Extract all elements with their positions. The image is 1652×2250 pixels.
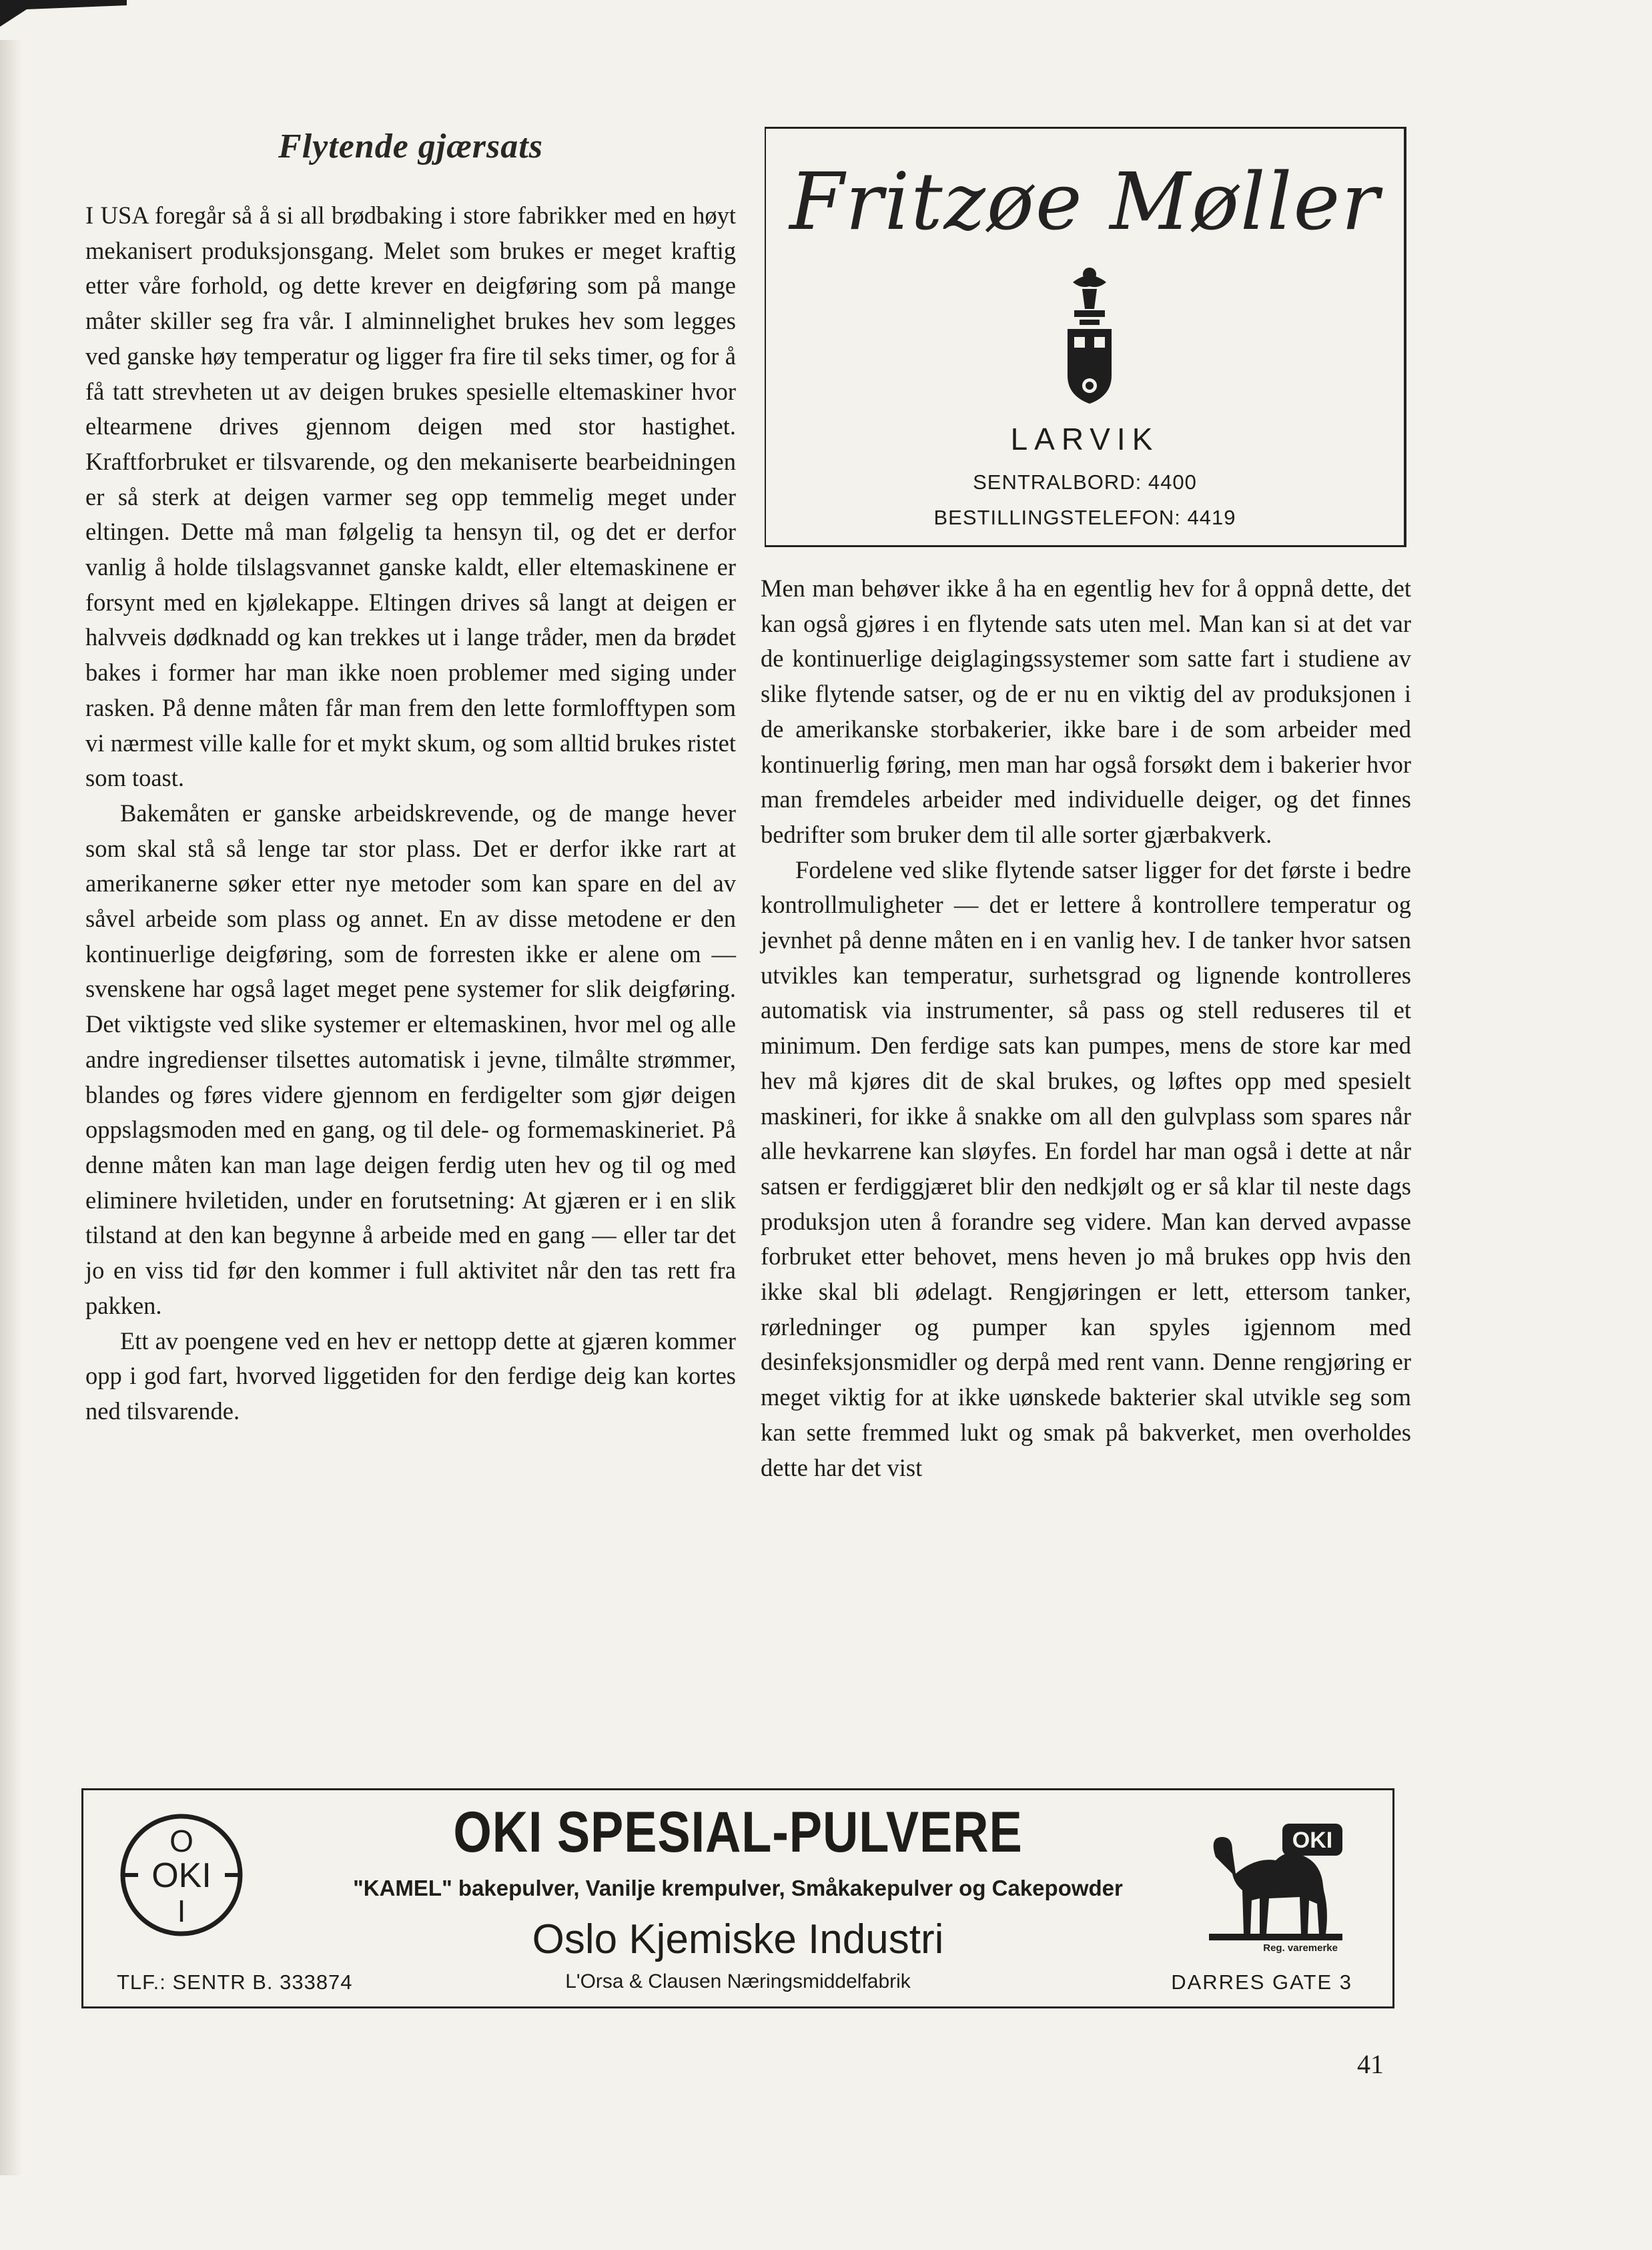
article-right-column xyxy=(761,127,1411,1485)
corner-scan-mark xyxy=(0,0,127,28)
oki-logo-middle: OKI xyxy=(151,1856,212,1895)
fritzoe-moller-advertisement xyxy=(765,127,1406,547)
oki-address: DARRES GATE 3 xyxy=(1171,1970,1352,1994)
binding-shadow xyxy=(0,40,23,2175)
fritzoe-switchboard: SENTRALBORD: 4400 xyxy=(973,470,1197,494)
oki-logo-bottom: I xyxy=(177,1894,186,1928)
right-article-text xyxy=(761,571,1411,1485)
oki-advertisement xyxy=(81,1788,1394,2008)
article-paragraph: I USA foregår så å si all brødbaking i store fabrikker med en høyt mekanisert produksjonsgang. Melet som brukes er meget kraftig etter våre forhold, og dette krever en deigføring som på mange måter skiller seg fra vår. I alminnelighet brukes hev som legges ved ganske høy temperatur og ligger fra fire til seks timer, og for å få tatt strevheten ut av deigen brukes spesielle eltemaskiner hvor eltearmene drives gjennom deigen med stor hastighet. Kraftforbruket er tilsvarende, og den mekaniserte bearbeidningen er så sterk at deigen varmer seg opp temmelig meget under eltingen. Dette må man følgelig ta hensyn til, og det er derfor vanlig å holde tilslagsvannet ganske kaldt, eller eltemaskinene er forsynt med en kjølekappe. Eltingen drives så langt at deigen er halvveis dødknadd og kan trekkes ut i lange tråder, men da brødet bakes i former har man ikke noen problemer med siging under rasken. På denne måten får man frem den lette formlofftypen som vi nærmest ville kalle for et mykt skum, og som alltid brukes ristet som toast. xyxy=(85,202,736,792)
article-left-column xyxy=(85,127,736,1429)
article-paragraph: Fordelene ved slike flytende satser ligger for det første i bedre kontrollmuligheter — det er lettere å kontrollere temperatur og jevnhet på denne måten en i en vanlig hev. I de tanker hvor satsen utvikles kan temperatur, surhetsgrad og lignende kontrolleres automatisk via instrumenter, så pass og stell reduseres til et minimum. Den ferdige sats kan pumpes, mens de store kar med hev må kjøres dit de skal brukes, og løftes opp med spesielt maskineri, for ikke å snakke om all den gulvplass som spares når alle hevkarrene kan sløyfes. En fordel har man også i dette at når satsen er ferdiggjæret blir den nedkjølt og er så klar til neste dags produksjon uten å forandre seg videre. Man kan derved avpasse forbruket etter behovet, mens heven jo må brukes opp hvis den ikke skal bli ødelagt. Rengjøringen er lett, ettersom tanker, rørledninger og pumper kan spyles igjennom med desinfeksjonsmidler og derpå med rent vann. Denne rengjøring er meget viktig for at ikke uønskede bakterier skal utvikle seg som kan sette fremmed lukt og smak på bakverket, men overholdes dette har det vist xyxy=(761,855,1411,1481)
oki-phone: TLF.: SENTR B. 333874 xyxy=(117,1970,353,1994)
oki-logo-top: O xyxy=(169,1824,193,1858)
oki-company: Oslo Kjemiske Industri xyxy=(532,1916,944,1962)
article-paragraph: Bakemåten er ganske arbeidskrevende, og de mange hever som skal stå så lenge tar stor plass. Det er derfor ikke rart at amerikanerne søker etter nye metoder som kan spare en del av såvel arbeide som plass og annet. En av disse metodene er den kontinuerlige deigføring, som de forresten ikke er alene om — svenskene har også laget meget pene systemer for slik deigføring. Det viktigste ved slike systemer er eltemaskinen, hvor mel og alle andre ingredienser tilsettes automatisk i jevne, tilmålte strømmer, blandes og føres videre gjennom en ferdigelter som gjør deigen oppslagsmoden med en gang, og til dele- og formemaskineriet. På denne måten kan man lage deigen ferdig uten hev og til og med eliminere hviletiden, under en forutsetning: At gjæren er i en slik tilstand at den kan begynne å arbeide med en gang — eller tar det jo en viss tid før den kommer i full aktivitet når den tas rett fra pakken. xyxy=(85,799,736,1319)
coat-of-arms-icon xyxy=(1053,262,1126,409)
oki-trademark-note: Reg. varemerke xyxy=(1263,1942,1338,1954)
fritzoe-order-phone: BESTILLINGSTELEFON: 4419 xyxy=(933,506,1236,529)
oki-heading: OKI SPESIAL-PULVERE xyxy=(453,1800,1023,1864)
camel-label: OKI xyxy=(1292,1828,1333,1853)
oki-logo-icon xyxy=(118,1812,245,1938)
oki-products: "KAMEL" bakepulver, Vanilje krempulver, Småkakepulver og Cakepowder xyxy=(353,1876,1123,1900)
fritzoe-city: LARVIK xyxy=(1010,422,1160,456)
article-title: Flytende gjærsats xyxy=(278,127,543,165)
article-paragraph: Ett av poengene ved en hev er nettopp dette at gjæren kommer opp i god fart, hvorved liggetiden for den ferdige deig kan kortes ned tilsvarende. xyxy=(85,1327,736,1425)
fritzoe-brand-signature: Fritzøe Møller xyxy=(789,155,1380,248)
article-paragraph: Men man behøver ikke å ha en egentlig hev for å oppnå dette, det kan også gjøres i en flytende sats uten mel. Man kan si at det var de kontinuerlige deiglagingssystemer som satte fart i studiene av slike flytende satser, og de er nu en viktig del av produksjonen i de amerikanske storbakerier, ikke bare i de som arbeider med kontinuerlig føring, men man har også forsøkt dem i bakerier hvor man fremdeles arbeider med individuelle deiger, og det finnes bedrifter som bruker dem til alle sorter gjærbakverk. xyxy=(761,575,1411,848)
oki-subcompany: L'Orsa & Clausen Næringsmiddelfabrik xyxy=(565,1970,911,1992)
page-number: 41 xyxy=(1357,2049,1384,2079)
camel-trademark-icon xyxy=(1202,1810,1356,1944)
